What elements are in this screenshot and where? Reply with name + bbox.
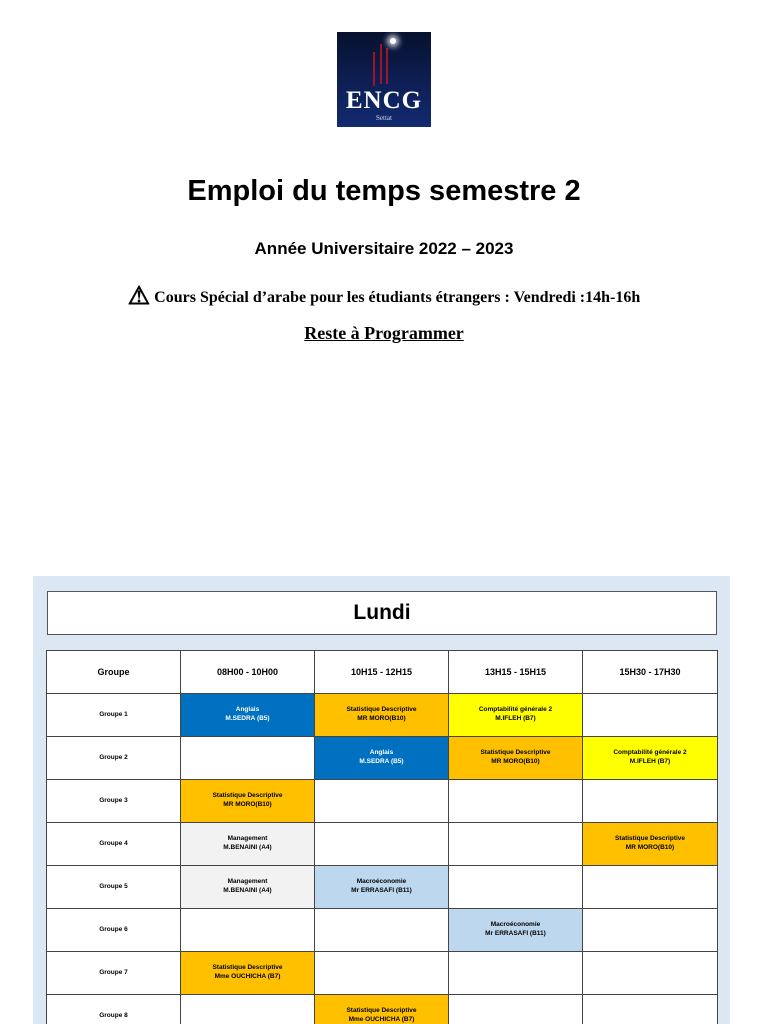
group-cell: Groupe 2	[47, 737, 181, 780]
logo-ray	[373, 52, 375, 86]
empty-cell	[449, 780, 583, 823]
day-title: Lundi	[47, 591, 717, 635]
table-row	[47, 780, 718, 823]
course-name: Macroéconomie	[356, 878, 407, 886]
header-cell: 10H15 - 12H15	[315, 651, 449, 694]
course-cell	[181, 780, 315, 823]
course-teacher: MR MORO(B10)	[357, 715, 406, 722]
course-name: Management	[227, 835, 268, 843]
group-cell: Groupe 3	[47, 780, 181, 823]
empty-cell	[315, 780, 449, 823]
course-name: Comptabilité générale 2	[613, 749, 687, 757]
course-teacher: M.SEDRA (B5)	[359, 758, 404, 765]
course-cell	[583, 823, 718, 866]
header-row	[47, 651, 718, 694]
empty-cell	[583, 694, 718, 737]
header-cell: 13H15 - 15H15	[449, 651, 583, 694]
group-cell: Groupe 6	[47, 909, 181, 952]
empty-cell	[315, 952, 449, 995]
empty-cell	[583, 995, 718, 1024]
empty-cell	[583, 866, 718, 909]
course-cell	[181, 866, 315, 909]
empty-cell	[181, 909, 315, 952]
course-teacher: M.IFLEH (B7)	[629, 758, 671, 765]
group-cell: Groupe 7	[47, 952, 181, 995]
group-cell: Groupe 1	[47, 694, 181, 737]
header-cell: 08H00 - 10H00	[181, 651, 315, 694]
empty-cell	[583, 952, 718, 995]
course-cell	[181, 823, 315, 866]
course-teacher: MR MORO(B10)	[625, 844, 675, 851]
logo-brand: ENCG	[345, 87, 423, 114]
table-row	[47, 866, 718, 909]
course-name: Statistique Descriptive	[212, 792, 283, 800]
course-name: Anglais	[369, 749, 394, 757]
course-name: Statistique Descriptive	[614, 835, 686, 843]
course-cell	[315, 694, 449, 737]
header-cell: 15H30 - 17H30	[583, 651, 718, 694]
course-teacher: Mme OUCHICHA (B7)	[348, 1016, 415, 1023]
table-row	[47, 909, 718, 952]
course-cell	[315, 737, 449, 780]
course-teacher: Mr ERRASAFI (B11)	[351, 887, 412, 894]
group-cell: Groupe 8	[47, 995, 181, 1024]
empty-cell	[449, 995, 583, 1024]
course-teacher: Mr ERRASAFI (B11)	[485, 930, 546, 937]
course-cell	[181, 694, 315, 737]
course-teacher: MR MORO(B10)	[491, 758, 540, 765]
course-teacher: M.BENAINI (A4)	[223, 887, 272, 894]
table-row	[47, 952, 718, 995]
star-icon	[390, 38, 396, 44]
schedule-panel	[33, 576, 730, 1024]
logo-ray	[380, 44, 382, 84]
course-teacher: MR MORO(B10)	[223, 801, 272, 808]
group-cell: Groupe 5	[47, 866, 181, 909]
empty-cell	[181, 995, 315, 1024]
course-cell	[449, 737, 583, 780]
course-teacher: M.SEDRA (B5)	[225, 715, 270, 722]
course-name: Macroéconomie	[490, 921, 541, 929]
empty-cell	[583, 909, 718, 952]
table-row	[47, 737, 718, 780]
table-row	[47, 823, 718, 866]
course-cell	[315, 995, 449, 1024]
course-cell	[583, 737, 718, 780]
empty-cell	[583, 780, 718, 823]
course-cell	[449, 909, 583, 952]
program-note: Reste à Programmer	[304, 323, 464, 343]
logo-ray	[386, 48, 388, 84]
page-title: Emploi du temps semestre 2	[187, 175, 581, 207]
course-name: Management	[227, 878, 268, 886]
empty-cell	[449, 823, 583, 866]
table-row	[47, 995, 718, 1024]
empty-cell	[449, 952, 583, 995]
course-name: Anglais	[235, 706, 260, 714]
empty-cell	[449, 866, 583, 909]
logo-city: Settat	[376, 114, 392, 122]
schedule-table	[46, 650, 718, 1024]
notice	[0, 281, 768, 311]
table-row	[47, 694, 718, 737]
empty-cell	[315, 823, 449, 866]
course-teacher: M.BENAINI (A4)	[223, 844, 272, 851]
course-name: Comptabilité générale 2	[478, 706, 553, 714]
course-teacher: M.IFLEH (B7)	[495, 715, 536, 722]
encg-logo	[337, 32, 431, 127]
notice-text: Cours Spécial d’arabe pour les étudiants étrangers : Vendredi :14h-16h	[154, 289, 641, 306]
empty-cell	[315, 909, 449, 952]
group-cell: Groupe 4	[47, 823, 181, 866]
academic-year: Année Universitaire 2022 – 2023	[254, 239, 514, 258]
empty-cell	[181, 737, 315, 780]
course-cell	[449, 694, 583, 737]
course-name: Statistique Descriptive	[212, 964, 283, 972]
header-cell: Groupe	[47, 651, 181, 694]
course-name: Statistique Descriptive	[346, 1007, 417, 1015]
course-name: Statistique Descriptive	[346, 706, 417, 714]
course-cell	[181, 952, 315, 995]
warning-icon: ⚠	[127, 283, 151, 310]
course-name: Statistique Descriptive	[480, 749, 551, 757]
course-teacher: Mme OUCHICHA (B7)	[214, 973, 281, 980]
course-cell	[315, 866, 449, 909]
